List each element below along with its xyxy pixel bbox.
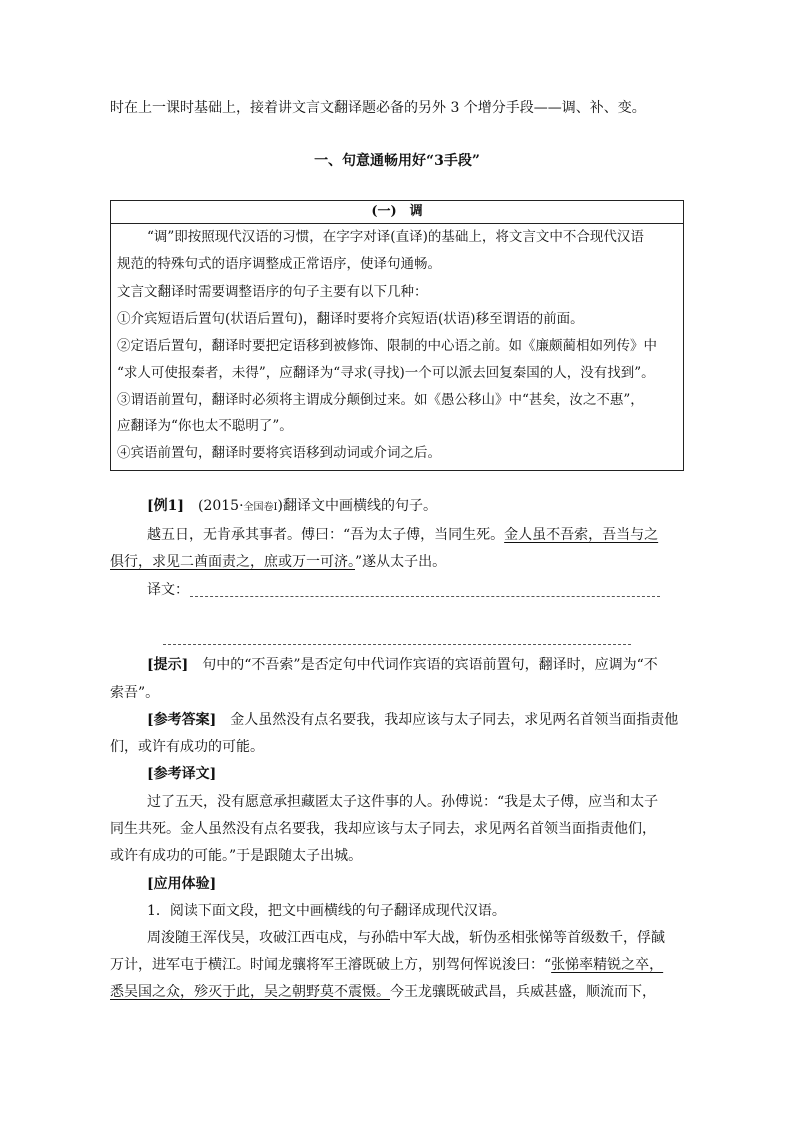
answer-line: 们，或许有成功的可能。 — [110, 739, 264, 755]
underlined-sentence: 俱行，求见二酋面责之，庶或万一可济。 — [110, 554, 355, 570]
practice-passage-line — [110, 982, 684, 1002]
example-passage-line — [110, 552, 684, 572]
ref-translation-label: [参考译文] — [147, 766, 217, 782]
box-line: “调”即按照现代汉语的习惯，在字字对译(直译)的基础上，将文言文中不合现代汉语 — [147, 229, 644, 245]
answer-blank-line[interactable] — [163, 644, 631, 645]
box-line: 文言文翻译时需要调整语序的句子主要有以下几种： — [117, 284, 428, 300]
box-line: 应翻译为“你也太不聪明了”。 — [117, 418, 293, 434]
passage-text: 今王龙骧既破武昌，兵威甚盛，顺流而下， — [390, 984, 656, 1000]
passage-text: 越五日，无肯承其事者。傅曰：“吾为太子傅，当同生死。 — [147, 527, 505, 543]
example-label: [例1] — [147, 498, 184, 514]
box-line: ①介宾短语后置句(状语后置句)，翻译时要将介宾短语(状语)移至谓语的前面。 — [117, 311, 584, 327]
ref-translation-line: 过了五天，没有愿意承担藏匿太子这件事的人。孙傅说：“我是太子傅，应当和太子 — [147, 794, 659, 810]
passage-text: 万计，进军屯于横江。时闻龙骧将军王濬既破上方，别驾何恽说浚曰：“ — [110, 957, 552, 973]
example-source-suffix: )翻译文中画横线的句子。 — [277, 498, 437, 514]
practice-passage-line — [110, 955, 684, 975]
ref-translation-line: 同生共死。金人虽然没有点名要我，我却应该与太子同去，求见两名首领当面指责他们， — [110, 821, 656, 837]
box-line: ④宾语前置句，翻译时要将宾语移到动词或介词之后。 — [117, 445, 441, 461]
hint-label: [提示] — [147, 657, 189, 673]
answer-blank-line[interactable] — [190, 596, 660, 597]
practice-label: [应用体验] — [147, 876, 217, 892]
practice-question: 1．阅读下面文段，把文中画横线的句子翻译成现代汉语。 — [147, 903, 506, 919]
box-line: 规范的特殊句式的语序调整成正常语序，使译句通畅。 — [117, 256, 441, 272]
passage-text: ”遂从太子出。 — [355, 554, 447, 570]
example-source-prefix: (2015· — [198, 498, 244, 514]
box-line: ②定语后置句，翻译时要把定语移到被修饰、限制的中心语之前。如《廉颇蔺相如列传》中 — [117, 338, 657, 354]
translation-label: 译文： — [147, 582, 189, 598]
example-source-small: 全国卷Ⅰ — [243, 502, 278, 513]
underlined-sentence: 张悌率精锐之卒， — [551, 957, 664, 973]
example-passage-line — [147, 525, 684, 545]
underlined-sentence: 悉吴国之众，殄灭于此，吴之朝野莫不震慑。 — [110, 984, 390, 1000]
intro-text: 时在上一课时基础上，接着讲文言文翻译题必备的另外 3 个增分手段——调、补、变。 — [110, 100, 646, 116]
example-heading — [147, 496, 684, 518]
hint-line — [147, 655, 684, 675]
practice-passage-line: 周浚随王浑伐吴，攻破江西屯戍，与孙皓中军大战，斩伪丞相张悌等首级数千，俘馘 — [147, 930, 665, 946]
ref-translation-line: 或许有成功的可能。”于是跟随太子出城。 — [110, 848, 363, 864]
answer-text: 金人虽然没有点名要我，我却应该与太子同去，求见两名首领当面指责他 — [216, 712, 679, 728]
box-header: (一) 调 — [111, 201, 683, 224]
method-box — [110, 200, 684, 471]
hint-line: 索吾”。 — [110, 685, 160, 701]
answer-line — [147, 710, 684, 730]
answer-label: [参考答案] — [147, 712, 217, 728]
hint-text: 句中的“不吾索”是否定句中代词作宾语的宾语前置句，翻译时，应调为“不 — [188, 657, 658, 673]
box-line: “求人可使报秦者，未得”，应翻译为“寻求(寻找)一个可以派去回复秦国的人，没有找到”。 — [117, 365, 655, 381]
section-title: 一、句意通畅用好“3手段” — [314, 153, 480, 169]
underlined-sentence: 金人虽不吾索，吾当与之 — [504, 527, 659, 543]
box-line: ③谓语前置句，翻译时必须将主谓成分颠倒过来。如《愚公移山》中“甚矣，汝之不惠”， — [117, 392, 644, 408]
